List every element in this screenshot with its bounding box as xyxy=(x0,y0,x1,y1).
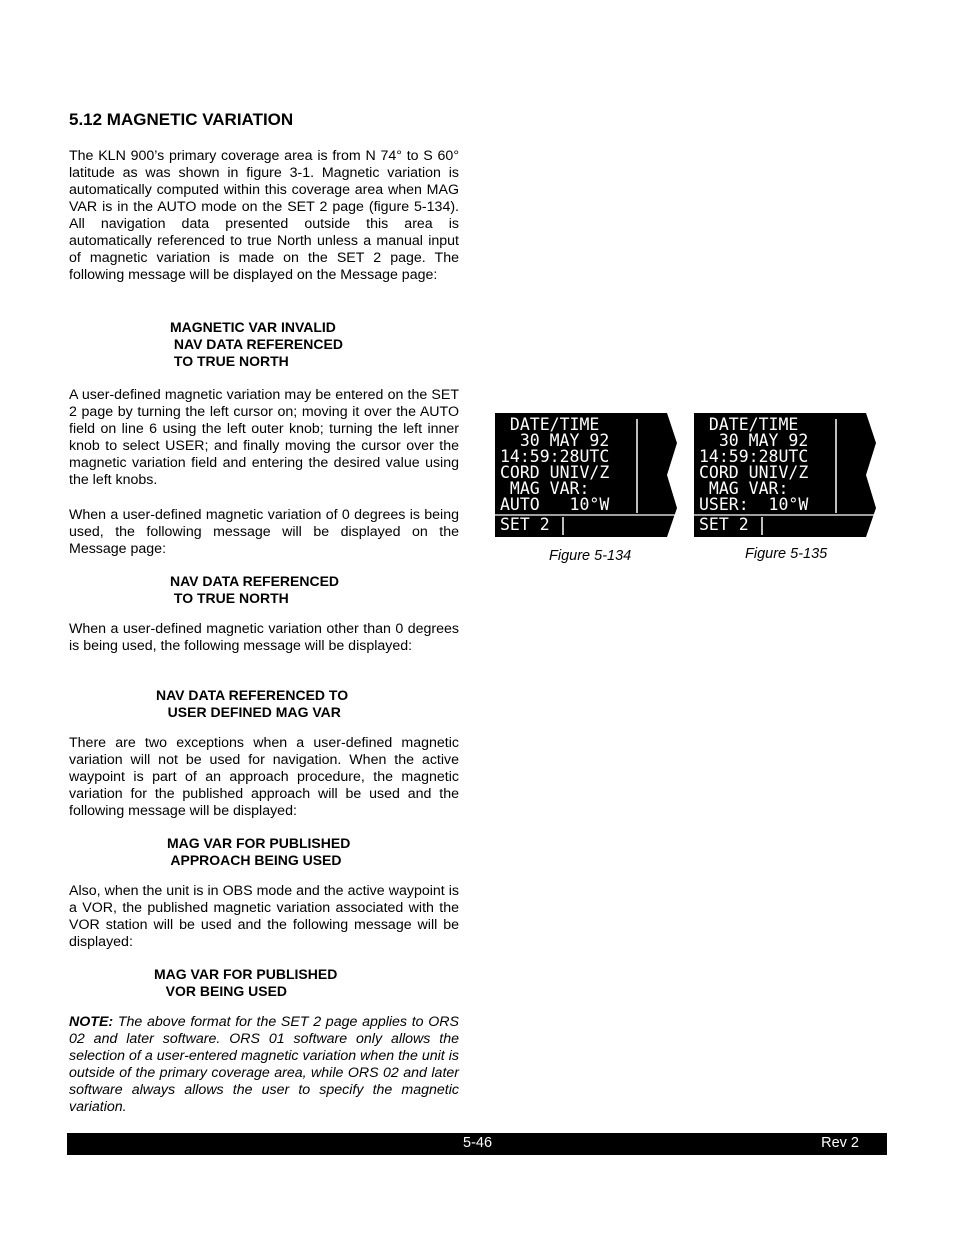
paragraph-exceptions: There are two exceptions when a user-defined magnetic variation will not be used for navigation. When the active waypoint is part of an approach procedure, the magnetic variation for the published approach will be used and the following message will be displayed: xyxy=(69,735,459,819)
lcd-line-5: MAG VAR: xyxy=(699,479,789,498)
page-number: 5-46 xyxy=(463,1135,493,1151)
lcd-page-label: SET 2 xyxy=(500,515,550,534)
paragraph-coverage: The KLN 900’s primary coverage area is from N 74° to S 60° latitude as was shown in figure 3-1. Magnetic variation is automatically computed within this coverage area when MAG VAR is in the AUTO mode on the SET 2 page (figure 5-134). All navigation data presented outside this area is automatically referenced to true North unless a manual input of magnetic variation is made on the SET 2 page. The following message will be displayed on the Message page: xyxy=(69,148,459,283)
lcd-line-4: CORD UNIV/Z xyxy=(699,463,809,482)
set2-screen-user xyxy=(694,413,876,537)
paragraph-obs-mode: Also, when the unit is in OBS mode and the active waypoint is a VOR, the published magnetic variation associated with the VOR station will be used and the following message will be displayed: xyxy=(69,883,459,950)
message-vor: MAG VAR FOR PUBLISHED VOR BEING USED xyxy=(154,966,338,999)
note-paragraph xyxy=(69,1014,459,1116)
note-text: The above format for the SET 2 page applies to ORS 02 and later software. ORS 01 software only allows the selection of a user-entered magnetic variation when the unit is outside of the primary coverage area, while ORS 02 and later software always allows the user to specify the magnetic variation. xyxy=(69,1014,459,1115)
lcd-line-2: 30 MAY 92 xyxy=(500,431,610,450)
message-published-approach: MAG VAR FOR PUBLISHED APPROACH BEING USED xyxy=(167,835,351,868)
lcd-line-1: DATE/TIME xyxy=(500,415,600,434)
lcd-line-2: 30 MAY 92 xyxy=(699,431,809,450)
lcd-line-6: AUTO 10°W xyxy=(500,495,610,514)
lcd-line-3: 14:59:28UTC xyxy=(500,447,610,466)
note-label: NOTE: xyxy=(69,1014,114,1030)
figure-caption-134: Figure 5-134 xyxy=(549,548,632,564)
revision-label: Rev 2 xyxy=(821,1135,859,1151)
paragraph-user-defined: A user-defined magnetic variation may be entered on the SET 2 page by turning the left cursor on; moving it over the AUTO field on line 6 using the left outer knob; turning the left inner knob to select USER; and finally moving the cursor over the magnetic variation field and entering the desired value using the left knobs. xyxy=(69,387,459,488)
lcd-line-1: DATE/TIME xyxy=(699,415,799,434)
figure-caption-135: Figure 5-135 xyxy=(745,546,828,562)
message-mag-var-invalid: MAGNETIC VAR INVALID NAV DATA REFERENCED TO TRUE NORTH xyxy=(170,319,343,369)
page-footer xyxy=(67,1133,887,1155)
message-true-north: NAV DATA REFERENCED TO TRUE NORTH xyxy=(170,573,340,606)
message-user-defined-mag-var: NAV DATA REFERENCED TO USER DEFINED MAG VAR xyxy=(156,687,349,720)
paragraph-zero-degrees: When a user-defined magnetic variation of 0 degrees is being used, the following message will be displayed on the Message page: xyxy=(69,507,459,557)
section-heading: 5.12 MAGNETIC VARIATION xyxy=(69,110,294,129)
lcd-line-4: CORD UNIV/Z xyxy=(500,463,610,482)
lcd-line-5: MAG VAR: xyxy=(500,479,590,498)
paragraph-nonzero: When a user-defined magnetic variation other than 0 degrees is being used, the following message will be displayed: xyxy=(69,621,459,654)
lcd-line-6: USER: 10°W xyxy=(699,495,809,514)
lcd-page-label: SET 2 xyxy=(699,515,749,534)
set2-screen-auto xyxy=(495,413,677,537)
lcd-line-3: 14:59:28UTC xyxy=(699,447,809,466)
